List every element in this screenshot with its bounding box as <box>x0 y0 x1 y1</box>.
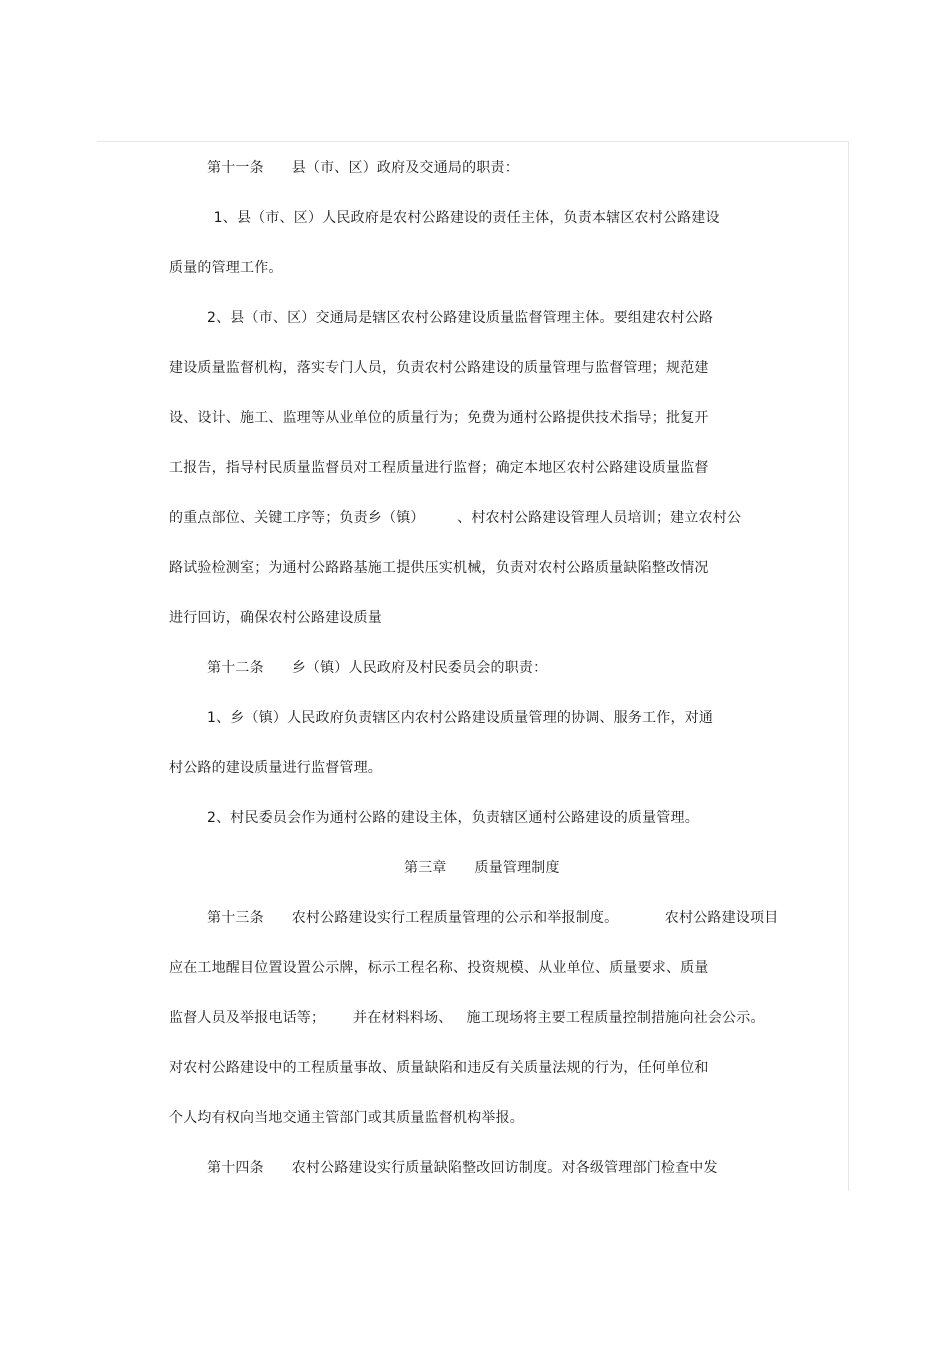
article-11-item-2: 2、县（市、区）交通局是辖区农村公路建设质量监督管理主体。要组建农村公路 <box>207 310 714 326</box>
article-11-item-2-cont-5: 路试验检测室；为通村公路路基施工提供压实机械，负责对农村公路质量缺陷整改情况 <box>169 560 709 576</box>
article-11-heading: 第十一条 县（市、区）政府及交通局的职责： <box>207 160 519 176</box>
article-13-cont-3: 对农村公路建设中的工程质量事故、质量缺陷和违反有关质量法规的行为，任何单位和 <box>169 1060 709 1076</box>
article-13-cont-2: 监督人员及举报电话等； 并在材料料场、 施工现场将主要工程质量控制措施向社会公示。 <box>169 1010 765 1026</box>
article-14-heading: 第十四条 农村公路建设实行质量缺陷整改回访制度。对各级管理部门检查中发 <box>207 1160 718 1176</box>
article-11-item-2-cont-4: 的重点部位、关键工序等；负责乡（镇） 、村农村公路建设管理人员培训；建立农村公 <box>169 510 742 526</box>
article-12-item-2: 2、村民委员会作为通村公路的建设主体，负责辖区通村公路建设的质量管理。 <box>207 810 699 826</box>
chapter-3-title: 第三章 质量管理制度 <box>404 860 560 876</box>
article-11-item-2-cont-3: 工报告，指导村民质量监督员对工程质量进行监督；确定本地区农村公路建设质量监督 <box>169 460 709 476</box>
article-11-item-1: 1、县（市、区）人民政府是农村公路建设的责任主体，负责本辖区农村公路建设 <box>209 210 720 226</box>
article-13-cont-1: 应在工地醒目位置设置公示牌，标示工程名称、投资规模、从业单位、质量要求、质量 <box>169 960 709 976</box>
article-11-item-2-cont-2: 设、设计、施工、监理等从业单位的质量行为；免费为通村公路提供技术指导；批复开 <box>169 410 709 426</box>
article-12-item-1: 1、乡（镇）人民政府负责辖区内农村公路建设质量管理的协调、服务工作，对通 <box>207 710 714 726</box>
article-11-item-1-cont: 质量的管理工作。 <box>169 260 283 276</box>
article-11-item-2-cont-1: 建设质量监督机构，落实专门人员，负责农村公路建设的质量管理与监督管理；规范建 <box>169 360 709 376</box>
article-11-item-2-cont-6: 进行回访，确保农村公路建设质量 <box>169 610 382 626</box>
article-13-cont-4: 个人均有权向当地交通主管部门或其质量监督机构举报。 <box>169 1110 524 1126</box>
article-12-heading: 第十二条 乡（镇）人民政府及村民委员会的职责： <box>207 660 548 676</box>
article-13-heading: 第十三条 农村公路建设实行工程质量管理的公示和举报制度。 农村公路建设项目 <box>207 910 779 926</box>
article-12-item-1-cont: 村公路的建设质量进行监督管理。 <box>169 760 382 776</box>
